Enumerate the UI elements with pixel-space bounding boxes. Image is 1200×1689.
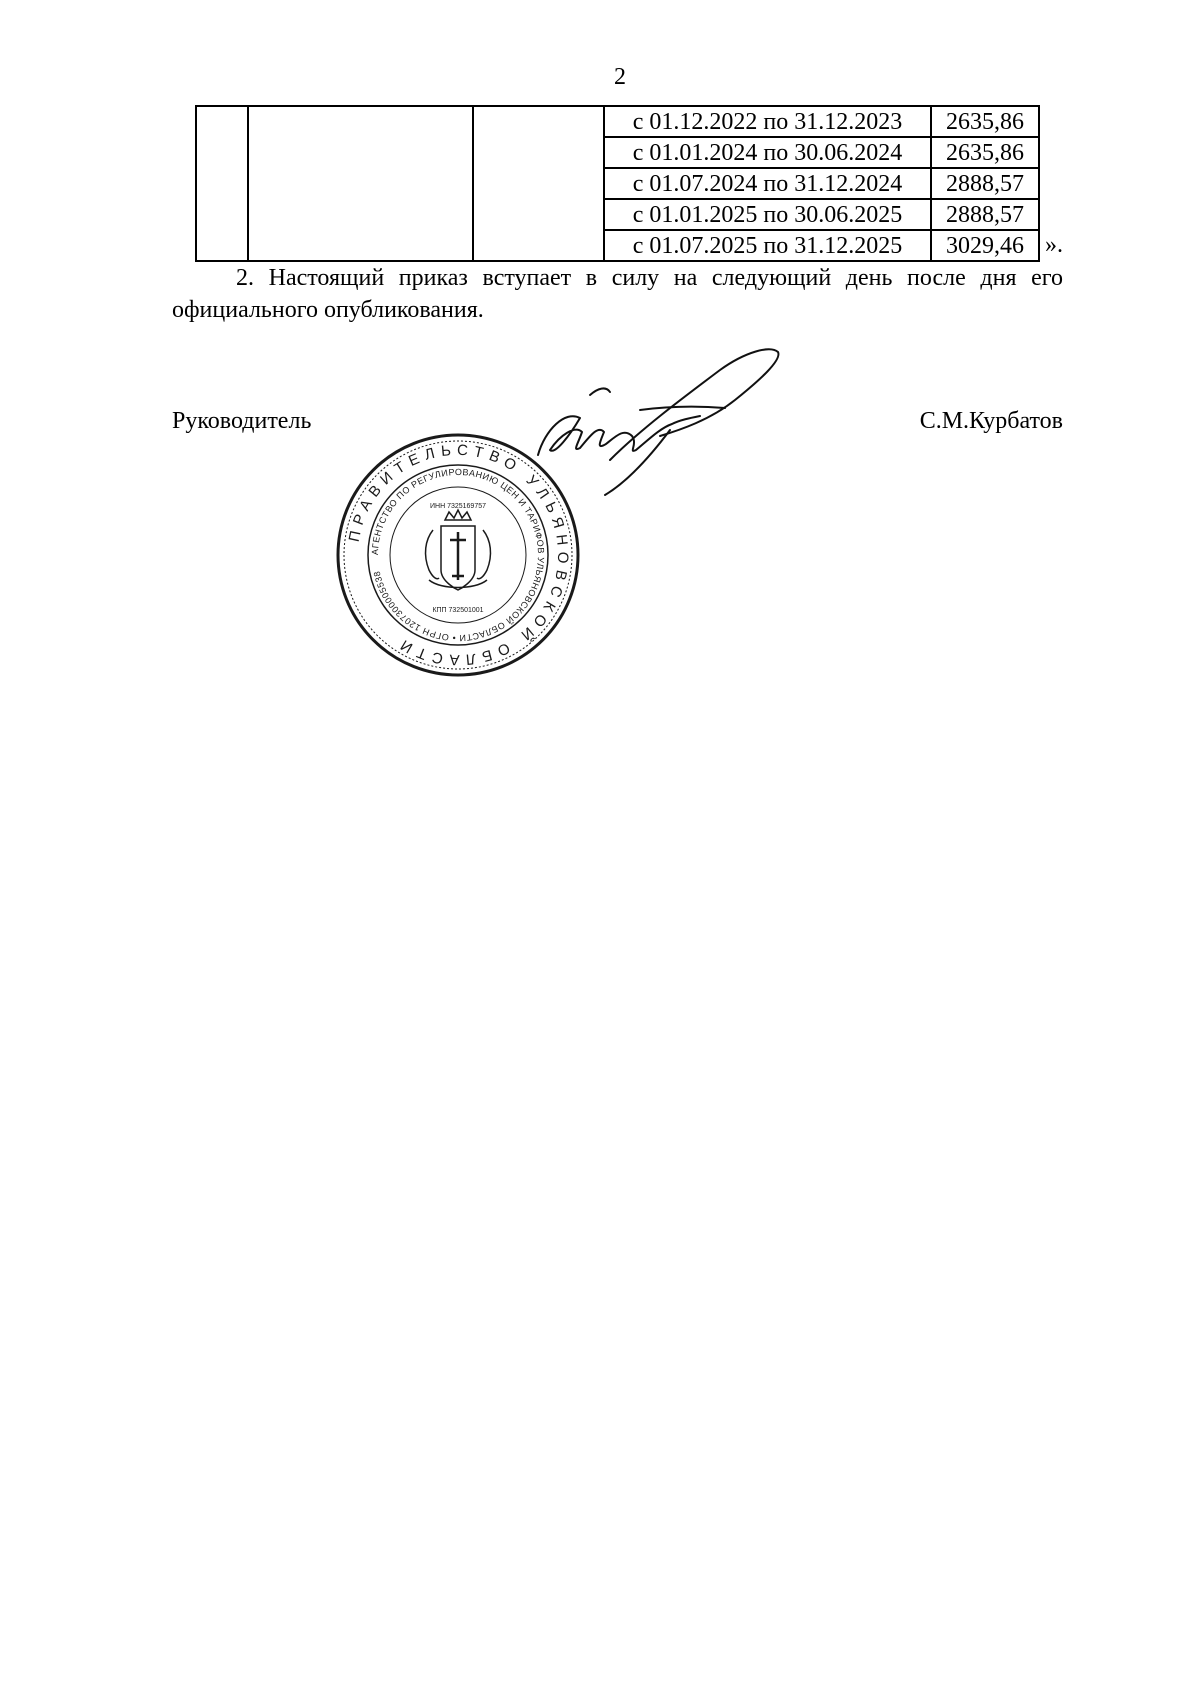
value-cell: 2635,86 bbox=[931, 137, 1039, 168]
value-cell: 2888,57 bbox=[931, 199, 1039, 230]
stamp-inn: ИНН 7325169757 bbox=[429, 503, 487, 510]
table-row bbox=[196, 106, 1039, 137]
stamp-kpp: КПП 732501001 bbox=[432, 607, 484, 614]
empty-cell-col2 bbox=[248, 106, 473, 261]
period-cell: с 01.01.2025 по 30.06.2025 bbox=[604, 199, 931, 230]
closing-quote: ». bbox=[1045, 232, 1063, 258]
page-number: 2 bbox=[614, 64, 626, 90]
empty-cell-col1 bbox=[196, 106, 248, 261]
signatory-name: С.М.Курбатов bbox=[919, 408, 1063, 434]
period-cell: с 01.12.2022 по 31.12.2023 bbox=[604, 106, 931, 137]
effective-date-paragraph: 2. Настоящий приказ вступает в силу на следующий день после дня его официального опубликования. bbox=[172, 265, 1063, 323]
stamp-outer-text: ПРАВИТЕЛЬСТВО УЛЬЯНОВСКОЙ ОБЛАСТИ bbox=[345, 441, 572, 669]
coat-of-arms-icon bbox=[426, 510, 491, 590]
value-cell: 2635,86 bbox=[931, 106, 1039, 137]
period-cell: с 01.07.2024 по 31.12.2024 bbox=[604, 168, 931, 199]
value-cell: 2888,57 bbox=[931, 168, 1039, 199]
official-stamp bbox=[333, 430, 583, 680]
value-cell: 3029,46 bbox=[931, 230, 1039, 261]
signatory-title: Руководитель bbox=[172, 408, 312, 434]
period-cell: с 01.07.2025 по 31.12.2025 bbox=[604, 230, 931, 261]
stamp-inner-text: АГЕНТСТВО ПО РЕГУЛИРОВАНИЮ ЦЕН И ТАРИФОВ УЛЬЯНОВСКОЙ ОБЛАСТИ • ОГРН 1207300005538 bbox=[369, 466, 547, 644]
empty-cell-col3 bbox=[473, 106, 604, 261]
period-cell: с 01.01.2024 по 30.06.2024 bbox=[604, 137, 931, 168]
tariff-table bbox=[195, 105, 1040, 262]
